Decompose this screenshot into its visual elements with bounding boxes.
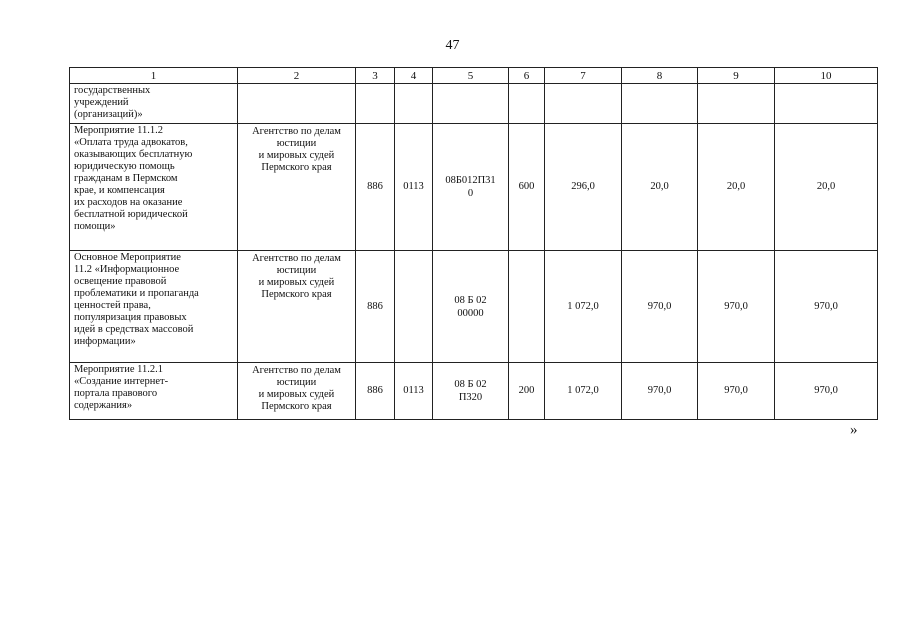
vr-cell xyxy=(509,84,545,124)
measure-name-cell: Мероприятие 11.1.2 «Оплата труда адвокатов, оказывающих бесплатную юридическую помощь гражданам в Пермском крае, и компенсация их расходов на оказание бесплатной юридической помощи» xyxy=(70,124,238,251)
column-number: 1 xyxy=(70,68,238,84)
column-number: 6 xyxy=(509,68,545,84)
vr-cell: 200 xyxy=(509,363,545,420)
amount-cell: 20,0 xyxy=(622,124,698,251)
amount-cell xyxy=(545,84,622,124)
column-number: 5 xyxy=(433,68,509,84)
amount-cell xyxy=(622,84,698,124)
measure-name-cell: Мероприятие 11.2.1 «Создание интернет- портала правового содержания» xyxy=(70,363,238,420)
measure-name-cell: государственных учреждений (организаций)» xyxy=(70,84,238,124)
amount-cell: 20,0 xyxy=(698,124,775,251)
column-number: 10 xyxy=(775,68,878,84)
table-row xyxy=(70,84,878,124)
column-number: 4 xyxy=(395,68,433,84)
grbs-cell xyxy=(356,84,395,124)
csr-cell xyxy=(433,84,509,124)
amount-cell: 970,0 xyxy=(698,251,775,363)
executor-cell: Агентство по делам юстиции и мировых судей Пермского края xyxy=(238,363,356,420)
budget-table xyxy=(69,67,878,420)
csr-cell: 08 Б 02 00000 xyxy=(433,251,509,363)
column-number: 7 xyxy=(545,68,622,84)
column-number-row xyxy=(70,68,878,84)
vr-cell: 600 xyxy=(509,124,545,251)
rz-pr-cell: 0113 xyxy=(395,363,433,420)
amount-cell: 970,0 xyxy=(622,363,698,420)
rz-pr-cell xyxy=(395,251,433,363)
rz-pr-cell: 0113 xyxy=(395,124,433,251)
amount-cell: 970,0 xyxy=(622,251,698,363)
measure-name-cell: Основное Мероприятие 11.2 «Информационное освещение правовой проблематики и пропаганда ценностей права, популяризация правовых идей в средствах массовой информации» xyxy=(70,251,238,363)
amount-cell: 1 072,0 xyxy=(545,363,622,420)
amount-cell: 970,0 xyxy=(775,363,878,420)
table-row xyxy=(70,124,878,251)
amount-cell xyxy=(698,84,775,124)
amount-cell: 296,0 xyxy=(545,124,622,251)
table-row xyxy=(70,363,878,420)
column-number: 3 xyxy=(356,68,395,84)
executor-cell xyxy=(238,84,356,124)
table-row xyxy=(70,251,878,363)
amount-cell: 1 072,0 xyxy=(545,251,622,363)
amount-cell xyxy=(775,84,878,124)
amount-cell: 970,0 xyxy=(775,251,878,363)
grbs-cell: 886 xyxy=(356,124,395,251)
executor-cell: Агентство по делам юстиции и мировых судей Пермского края xyxy=(238,251,356,363)
column-number: 8 xyxy=(622,68,698,84)
csr-cell: 08 Б 02 П320 xyxy=(433,363,509,420)
grbs-cell: 886 xyxy=(356,363,395,420)
page-number: 47 xyxy=(445,38,460,53)
csr-cell: 08Б012П31 0 xyxy=(433,124,509,251)
amount-cell: 970,0 xyxy=(698,363,775,420)
executor-cell: Агентство по делам юстиции и мировых судей Пермского края xyxy=(238,124,356,251)
column-number: 2 xyxy=(238,68,356,84)
column-number: 9 xyxy=(698,68,775,84)
grbs-cell: 886 xyxy=(356,251,395,363)
closing-quote: » xyxy=(850,422,858,438)
amount-cell: 20,0 xyxy=(775,124,878,251)
rz-pr-cell xyxy=(395,84,433,124)
vr-cell xyxy=(509,251,545,363)
